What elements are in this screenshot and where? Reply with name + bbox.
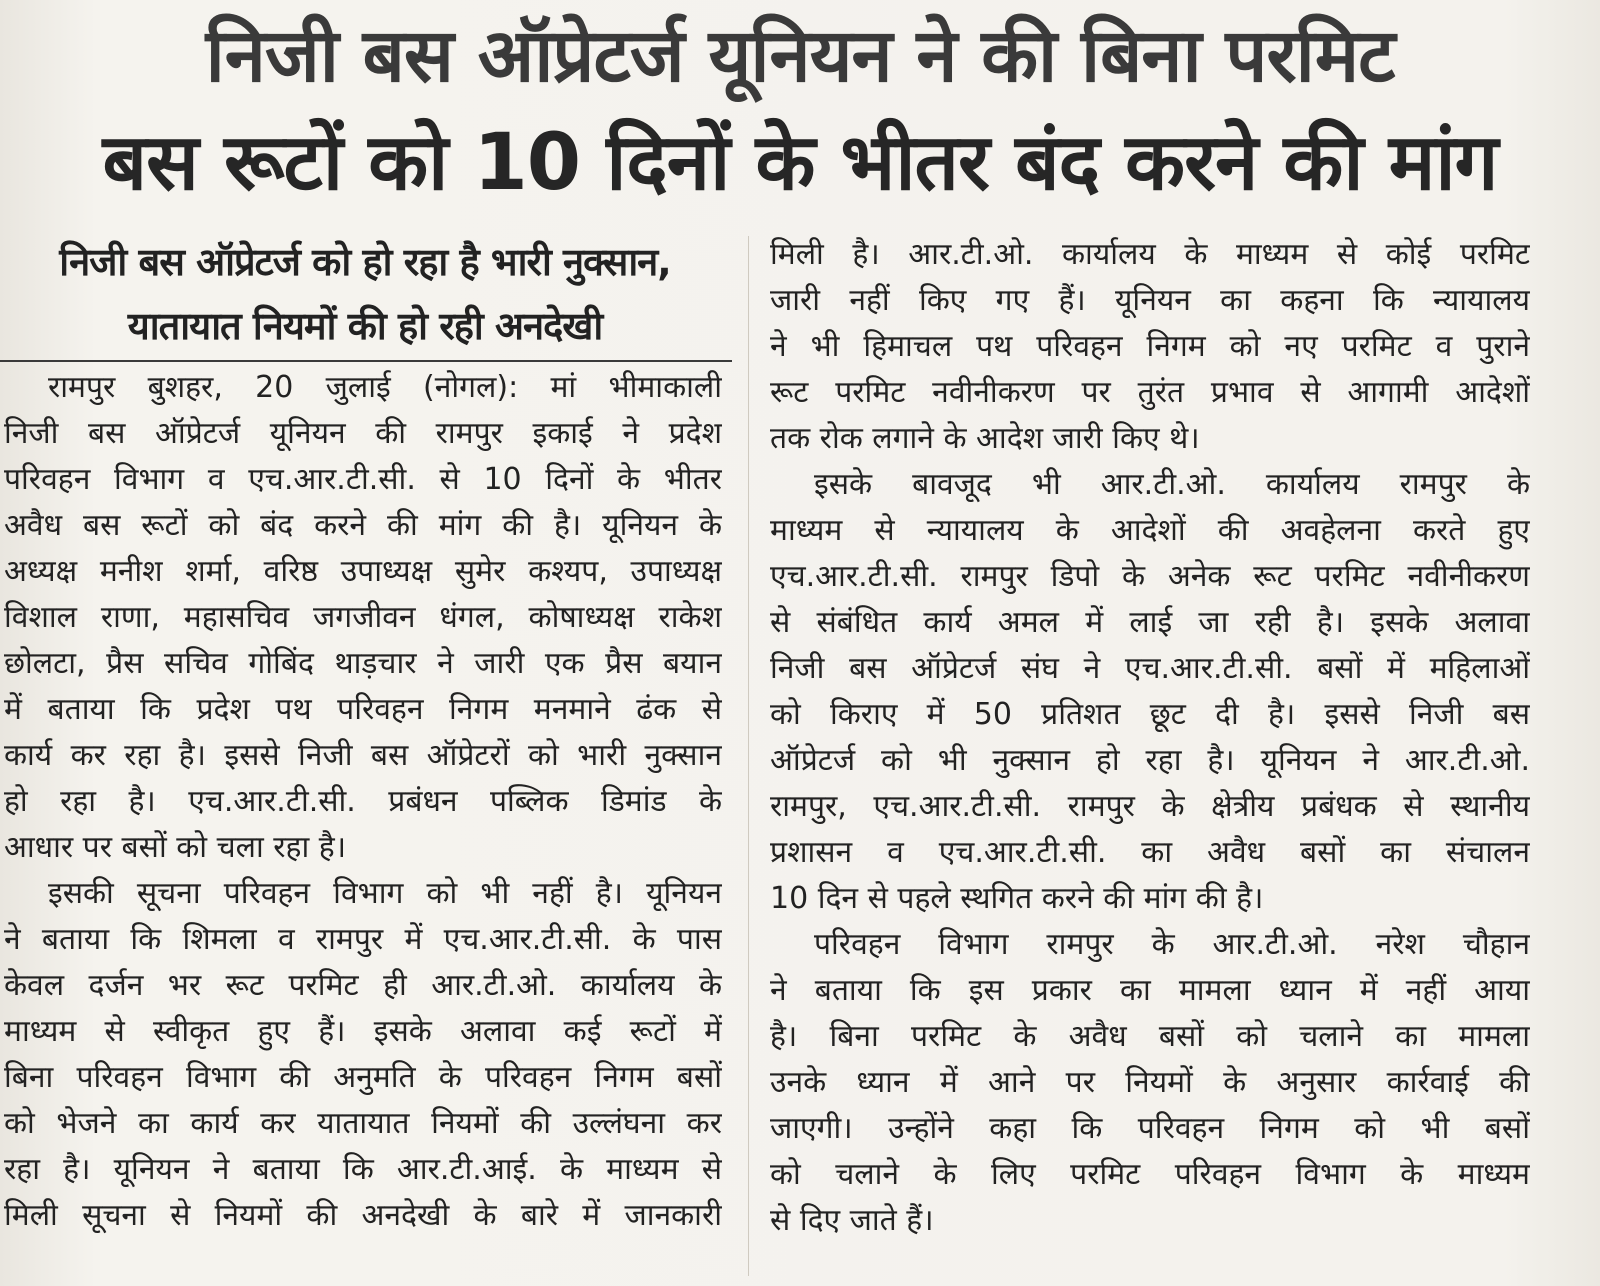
article-line: से संबंधित कार्य अमल में लाई जा रही है। इसके अलावा: [770, 605, 1530, 640]
article-line: उनके ध्यान में आने पर नियमों के अनुसार कार्रवाई की: [770, 1065, 1530, 1100]
article-line: अवैध बस रूटों को बंद करने की मांग की है। यूनियन के: [4, 508, 722, 543]
article-line: को किराए में 50 प्रतिशत छूट दी है। इससे निजी बस: [770, 697, 1530, 732]
article-line: माध्यम से न्यायालय के आदेशों की अवहेलना करते हुए: [770, 513, 1530, 548]
article-line: को भेजने का कार्य कर यातायात नियमों की उल्लंघना कर: [4, 1106, 722, 1141]
article-line: है। बिना परमिट के अवैध बसों को चलाने का मामला: [770, 1019, 1530, 1054]
article-line: हो रहा है। एच.आर.टी.सी. प्रबंधन पब्लिक डिमांड के: [4, 784, 722, 819]
article-line: जाएगी। उन्होंने कहा कि परिवहन निगम को भी बसों: [770, 1111, 1530, 1146]
article-line: आधार पर बसों को चला रहा है।: [4, 830, 347, 865]
article-line: को चलाने के लिए परमिट परिवहन विभाग के माध्यम: [770, 1157, 1530, 1192]
article-line: ऑप्रेटर्ज को भी नुक्सान हो रहा है। यूनियन ने आर.टी.ओ.: [770, 743, 1530, 778]
article-line: रामपुर, एच.आर.टी.सी. रामपुर के क्षेत्रीय प्रबंधक से स्थानीय: [770, 789, 1530, 824]
article-line: रामपुर बुशहर, 20 जुलाई (नोगल): मां भीमाकाली: [48, 370, 722, 405]
article-line: निजी बस ऑप्रेटर्ज संघ ने एच.आर.टी.सी. बसों में महिलाओं: [770, 651, 1530, 686]
article-line: निजी बस ऑप्रेटर्ज यूनियन की रामपुर इकाई ने प्रदेश: [4, 416, 722, 451]
article-line: परिवहन विभाग व एच.आर.टी.सी. से 10 दिनों के भीतर: [4, 462, 722, 497]
article-line: कार्य कर रहा है। इससे निजी बस ऑप्रेटरों को भारी नुक्सान: [4, 738, 722, 773]
subheadline-line-1: निजी बस ऑप्रेटर्ज को हो रहा है भारी नुक्सान,: [59, 240, 671, 284]
article-line: ने बताया कि शिमला व रामपुर में एच.आर.टी.सी. के पास: [4, 922, 722, 957]
article-line: एच.आर.टी.सी. रामपुर डिपो के अनेक रूट परमिट नवीनीकरण: [770, 559, 1530, 594]
article-line: विशाल राणा, महासचिव जगजीवन धंगल, कोषाध्यक्ष राकेश: [4, 600, 722, 635]
article-line: जारी नहीं किए गए हैं। यूनियन का कहना कि न्यायालय: [770, 283, 1530, 318]
article-line: बिना परिवहन विभाग की अनुमति के परिवहन निगम बसों: [4, 1060, 722, 1095]
article-line: तक रोक लगाने के आदेश जारी किए थे।: [770, 421, 1200, 456]
article-line: 10 दिन से पहले स्थगित करने की मांग की है।: [770, 881, 1264, 916]
article-line: छोलटा, प्रैस सचिव गोबिंद थाड़चार ने जारी एक प्रैस बयान: [4, 646, 722, 681]
article-line: अध्यक्ष मनीश शर्मा, वरिष्ठ उपाध्यक्ष सुमेर कश्यप, उपाध्यक्ष: [4, 554, 722, 589]
article-line: परिवहन विभाग रामपुर के आर.टी.ओ. नरेश चौहान: [814, 927, 1530, 962]
article-line: रहा है। यूनियन ने बताया कि आर.टी.आई. के माध्यम से: [4, 1152, 722, 1187]
column-divider: [748, 236, 749, 1276]
article-line: रूट परमिट नवीनीकरण पर तुरंत प्रभाव से आगामी आदेशों: [770, 375, 1530, 410]
article-line: प्रशासन व एच.आर.टी.सी. का अवैध बसों का संचालन: [770, 835, 1530, 870]
article-line: ने बताया कि इस प्रकार का मामला ध्यान में नहीं आया: [770, 973, 1530, 1008]
article-line: इसकी सूचना परिवहन विभाग को भी नहीं है। यूनियन: [48, 876, 722, 911]
article-line: मिली है। आर.टी.ओ. कार्यालय के माध्यम से कोई परमिट: [770, 237, 1530, 272]
article-line: केवल दर्जन भर रूट परमिट ही आर.टी.ओ. कार्यालय के: [4, 968, 722, 1003]
article-line: में बताया कि प्रदेश पथ परिवहन निगम मनमाने ढंक से: [4, 692, 722, 727]
headline-line-2: बस रूटों को 10 दिनों के भीतर बंद करने की मांग: [102, 118, 1498, 208]
article-line: माध्यम से स्वीकृत हुए हैं। इसके अलावा कई रूटों में: [4, 1014, 722, 1049]
headline-line-1: निजी बस ऑप्रेटर्ज यूनियन ने की बिना परमिट: [205, 13, 1395, 99]
article-line: मिली सूचना से नियमों की अनदेखी के बारे में जानकारी: [4, 1198, 722, 1233]
subheadline-rule: [0, 360, 732, 362]
article-line: इसके बावजूद भी आर.टी.ओ. कार्यालय रामपुर के: [814, 467, 1530, 502]
article-line: ने भी हिमाचल पथ परिवहन निगम को नए परमिट व पुराने: [770, 329, 1530, 364]
article-line: से दिए जाते हैं।: [770, 1203, 934, 1238]
subheadline-line-2: यातायात नियमों की हो रही अनदेखी: [127, 304, 603, 348]
